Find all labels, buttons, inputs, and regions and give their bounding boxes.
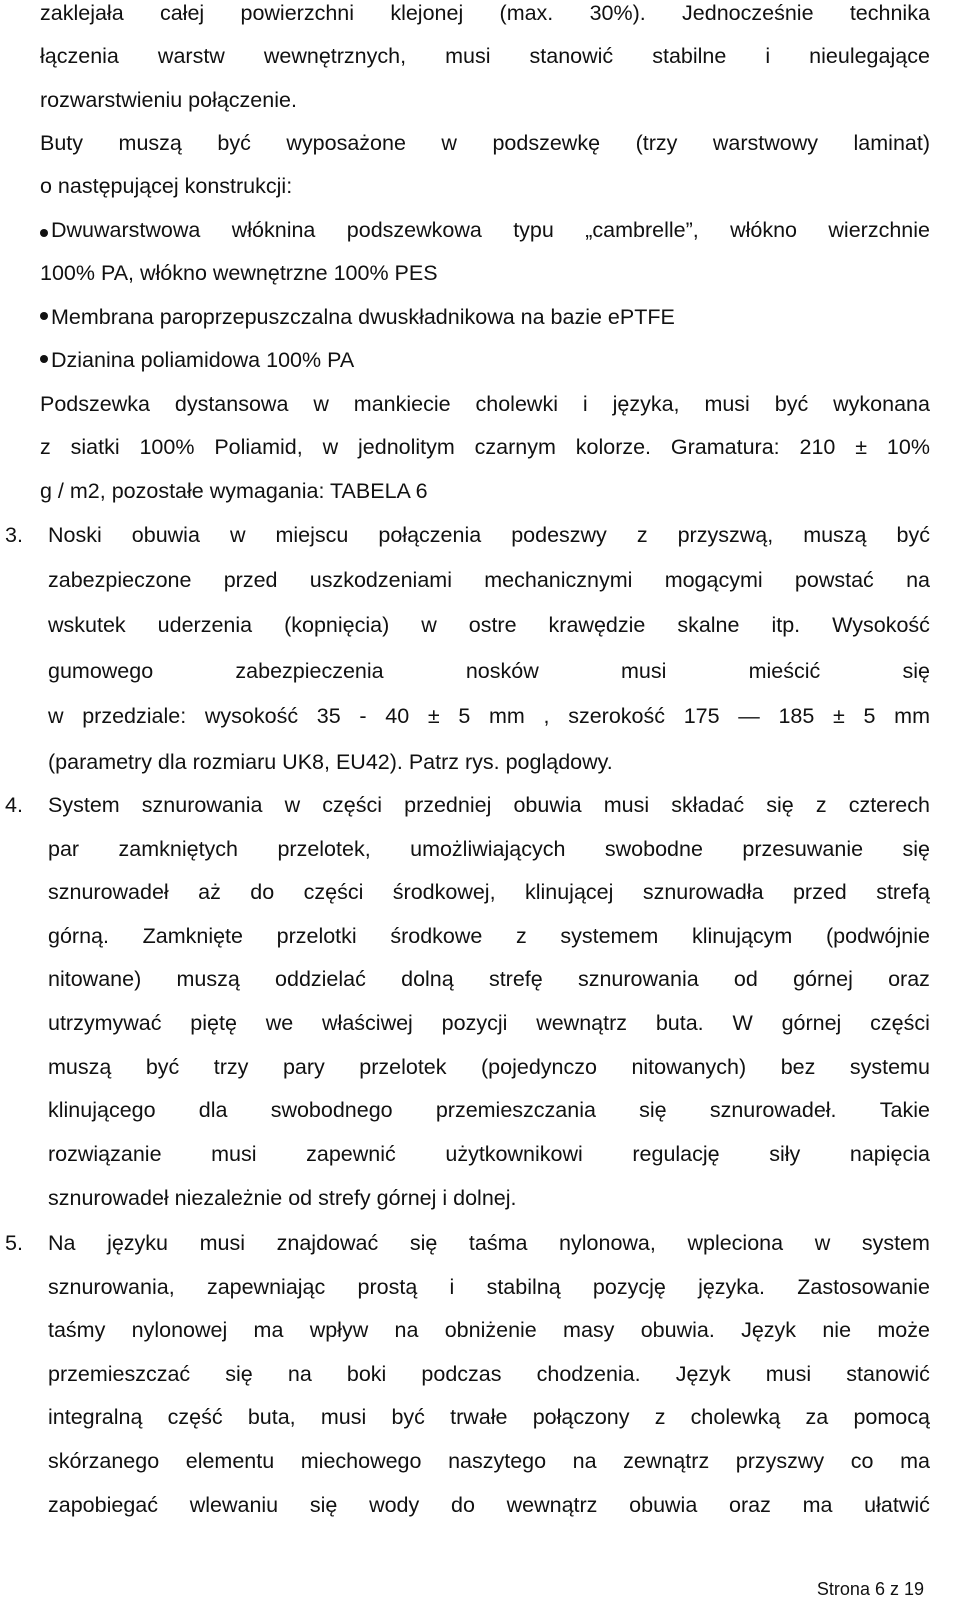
- word: z: [40, 435, 51, 459]
- word: 175: [683, 703, 720, 728]
- bullet-icon: [40, 355, 48, 363]
- text-line: [48, 1054, 930, 1079]
- word: być: [391, 1405, 425, 1430]
- word: 40: [385, 703, 410, 728]
- item-4-last-line: sznurowadeł niezależnie od strefy górnej i dolnej.: [48, 1186, 517, 1210]
- word: przemieszczać: [48, 1361, 191, 1386]
- word: dolną: [401, 967, 454, 992]
- word: sznurowania: [141, 793, 263, 817]
- text-line: [48, 1407, 930, 1429]
- word: systemu: [849, 1054, 930, 1079]
- word: w: [313, 392, 329, 416]
- word: co: [850, 1449, 874, 1473]
- word: wpływ: [309, 1318, 369, 1343]
- word: ma: [253, 1318, 284, 1343]
- word: przedziale:: [82, 703, 187, 728]
- word: Język: [741, 1318, 797, 1343]
- word: swobodne: [604, 836, 703, 861]
- word: z: [654, 1405, 666, 1430]
- word: języka,: [612, 392, 680, 416]
- word: wysokość: [204, 703, 299, 728]
- word: czterech: [848, 793, 930, 817]
- word: połączenia: [378, 523, 482, 547]
- word: włóknina: [231, 218, 316, 242]
- text-line: [48, 1141, 930, 1166]
- word: być: [145, 1054, 180, 1079]
- text-line: [48, 795, 930, 817]
- word: nosków: [465, 658, 539, 683]
- word: sznurowadeł: [48, 880, 169, 905]
- word: ułatwić: [864, 1492, 930, 1517]
- text-line: [48, 1100, 930, 1122]
- word: 35: [316, 703, 341, 728]
- word: swobodnego: [270, 1098, 393, 1123]
- word: być: [896, 523, 930, 547]
- word: wody: [369, 1492, 420, 1517]
- word: ma: [802, 1492, 833, 1517]
- item-4-number: 4.: [5, 793, 23, 817]
- word: musi: [704, 392, 750, 416]
- word: podczas: [421, 1361, 502, 1386]
- word: oraz: [729, 1492, 771, 1517]
- word: górną.: [48, 923, 109, 948]
- word: Dwuwarstwowa: [51, 218, 201, 242]
- word: oraz: [888, 967, 930, 992]
- word: technika: [849, 1, 930, 25]
- word: się: [766, 793, 794, 817]
- word: stanowić: [846, 1361, 930, 1386]
- word: pozycji: [441, 1011, 508, 1035]
- text-line: [48, 525, 930, 547]
- word: Takie: [879, 1098, 930, 1123]
- word: z: [636, 523, 648, 547]
- word: warstw: [157, 44, 225, 68]
- text-line: [48, 836, 930, 861]
- word: itp.: [771, 613, 801, 638]
- word: ma: [900, 1449, 930, 1473]
- word: systemem: [560, 923, 659, 948]
- word: szerokość: [568, 703, 665, 728]
- word: musi: [445, 44, 491, 68]
- word: nitowane): [48, 967, 142, 992]
- word: podeszwy: [511, 523, 607, 547]
- word: mm: [894, 703, 930, 728]
- intro-line-5: o następującej konstrukcji:: [40, 174, 293, 198]
- word: Noski: [48, 523, 102, 547]
- word: stabilne: [652, 44, 727, 68]
- bullet-item-3: [40, 350, 354, 372]
- word: mankiecie: [353, 392, 451, 416]
- word: Buty: [40, 131, 84, 155]
- bullet-icon: [40, 229, 48, 237]
- word: na: [572, 1449, 597, 1473]
- word: nylonowej: [131, 1318, 228, 1343]
- word: w: [229, 523, 246, 547]
- word: System: [48, 793, 120, 817]
- word: właściwej: [322, 1011, 413, 1035]
- word: sznurowania: [577, 967, 699, 992]
- word: cholewki: [475, 392, 558, 416]
- word: wykonana: [833, 392, 930, 416]
- word: (podwójnie: [826, 923, 930, 948]
- word: naszytego: [448, 1449, 547, 1473]
- word: nitowanych): [631, 1054, 747, 1079]
- word: taśma: [468, 1231, 528, 1255]
- page-number: Strona 6 z 19: [816, 1579, 924, 1599]
- word: umożliwiających: [410, 836, 566, 861]
- bullet-item-2: [40, 307, 675, 329]
- word: się: [409, 1231, 438, 1255]
- word: musi: [603, 793, 650, 817]
- word: wewnątrz: [506, 1492, 598, 1517]
- word: składać: [671, 793, 745, 817]
- word: część: [167, 1405, 223, 1430]
- word: musi: [199, 1231, 246, 1255]
- word: 100%: [139, 435, 195, 459]
- word: być: [774, 392, 809, 416]
- word: chodzenia.: [536, 1361, 641, 1386]
- word: 30%).: [589, 1, 646, 25]
- word: oddzielać: [275, 967, 366, 992]
- word: musi: [211, 1141, 257, 1166]
- text-line: [48, 1013, 930, 1035]
- word: na: [287, 1361, 312, 1386]
- word: się: [902, 658, 930, 683]
- word: przed: [223, 568, 278, 593]
- text-line: [48, 882, 930, 904]
- word: sznurowadła: [642, 880, 764, 905]
- word: w: [421, 613, 437, 638]
- word: na: [906, 568, 930, 593]
- word: par: [48, 836, 80, 861]
- word: system: [861, 1231, 930, 1255]
- word: w: [48, 703, 64, 728]
- word: Wysokość: [832, 613, 930, 638]
- word: powierzchni: [240, 1, 355, 25]
- word: pary: [282, 1054, 325, 1079]
- word: muszą: [176, 967, 240, 992]
- word: połączony: [532, 1405, 630, 1430]
- word: muszą: [48, 1054, 112, 1079]
- bullet-icon: [40, 312, 48, 320]
- lining-line-1: [40, 394, 930, 416]
- word: łączenia: [40, 44, 119, 68]
- word: zapobiegać: [48, 1492, 158, 1517]
- word: buta.: [655, 1011, 704, 1035]
- word: przemieszczania: [435, 1098, 596, 1123]
- word: w: [322, 435, 339, 459]
- word: zewnątrz: [623, 1449, 710, 1473]
- word: strefą: [876, 880, 930, 905]
- word: mogącymi: [664, 568, 763, 593]
- word: sznurowadeł.: [709, 1098, 837, 1123]
- word: -: [359, 703, 367, 728]
- word: dla: [198, 1098, 228, 1123]
- intro-line-3: rozwarstwieniu połączenie.: [40, 88, 297, 112]
- word: może: [877, 1318, 930, 1343]
- word: w: [814, 1231, 831, 1255]
- word: w: [441, 131, 457, 155]
- word: jednolitym: [358, 435, 455, 459]
- word: przedniej: [404, 793, 492, 817]
- word: za: [805, 1405, 829, 1430]
- word: napięcia: [849, 1141, 930, 1166]
- text-line: [48, 969, 930, 991]
- bullet-item-2-text: Membrana paroprzepuszczalna dwuskładnikowa na bazie ePTFE: [51, 305, 675, 329]
- word: na: [394, 1318, 419, 1343]
- word: całej: [159, 1, 205, 25]
- word: —: [738, 703, 760, 728]
- text-line: [48, 1361, 930, 1386]
- word: trwałe: [450, 1405, 508, 1430]
- word: przyszwą,: [677, 523, 774, 547]
- word: czarnym: [474, 435, 556, 459]
- word: regulację: [632, 1141, 720, 1166]
- word: klinującego: [48, 1098, 156, 1123]
- word: Zastosowanie: [797, 1274, 930, 1299]
- word: się: [309, 1492, 338, 1517]
- word: kolorze.: [575, 435, 652, 459]
- word: dystansowa: [174, 392, 289, 416]
- word: elementu: [185, 1449, 275, 1473]
- word: znajdować: [276, 1231, 379, 1255]
- word: musi: [765, 1361, 812, 1386]
- word: muszą: [118, 131, 182, 155]
- word: i: [582, 392, 588, 416]
- word: zapewnić: [306, 1141, 396, 1166]
- intro-line-1: [40, 3, 930, 25]
- item-5-number: 5.: [5, 1231, 23, 1255]
- word: górnej: [793, 967, 853, 992]
- word: Na: [48, 1231, 76, 1255]
- word: prostą: [357, 1274, 418, 1299]
- word: (pojedynczo: [481, 1054, 597, 1079]
- word: i: [449, 1274, 455, 1299]
- word: części: [870, 1011, 930, 1035]
- word: nieulegające: [809, 44, 930, 68]
- word: przelotek,: [277, 836, 371, 861]
- word: wyposażone: [286, 131, 406, 155]
- word: nie: [822, 1318, 852, 1343]
- word: taśmy: [48, 1318, 106, 1343]
- word: mm: [489, 703, 525, 728]
- word: buta,: [247, 1405, 296, 1430]
- word: laminat): [853, 131, 930, 155]
- word: Język: [675, 1361, 731, 1386]
- word: Gramatura:: [670, 435, 780, 459]
- text-line: [48, 570, 930, 592]
- word: wewnątrz: [536, 1011, 627, 1035]
- intro-line-4: [40, 133, 930, 155]
- word: ±: [427, 703, 440, 728]
- word: części: [322, 793, 382, 817]
- word: języka.: [698, 1274, 765, 1299]
- word: ±: [855, 435, 868, 459]
- word: siatki: [70, 435, 120, 459]
- word: klinującym: [691, 923, 793, 948]
- word: Zamknięte: [142, 923, 243, 948]
- word: obniżenie: [444, 1318, 537, 1343]
- word: z: [815, 793, 827, 817]
- word: krawędzie: [548, 613, 646, 638]
- word: piętę: [190, 1011, 237, 1035]
- text-line: [48, 923, 930, 948]
- word: się: [639, 1098, 667, 1123]
- text-line: [48, 1274, 930, 1299]
- word: (max.: [499, 1, 554, 25]
- word: ,: [543, 703, 550, 728]
- text-line: [48, 1492, 930, 1517]
- word: Jednocześnie: [682, 1, 814, 25]
- word: do: [450, 1492, 475, 1517]
- word: typu: [513, 218, 554, 242]
- word: siły: [769, 1141, 801, 1166]
- word: się: [225, 1361, 253, 1386]
- word: 10%: [886, 435, 930, 459]
- word: zabezpieczone: [48, 568, 192, 593]
- word: klinującej: [524, 880, 614, 905]
- word: wlewaniu: [189, 1492, 279, 1517]
- text-line: [48, 1451, 930, 1473]
- word: 185: [778, 703, 815, 728]
- word: integralną: [48, 1405, 143, 1430]
- word: obuwia.: [640, 1318, 715, 1343]
- word: ostre: [468, 613, 517, 638]
- word: się: [902, 836, 930, 861]
- word: (kopnięcia): [284, 613, 390, 638]
- word: pomocą: [853, 1405, 930, 1430]
- word: cholewką: [690, 1405, 781, 1430]
- word: 210: [799, 435, 836, 459]
- text-line: [48, 615, 930, 637]
- word: zaklejała: [40, 1, 124, 25]
- lining-line-3: g / m2, pozostałe wymagania: TABELA 6: [40, 479, 428, 503]
- word: (trzy: [635, 131, 678, 155]
- word: obuwia: [629, 1492, 698, 1517]
- lining-line-2: [40, 437, 930, 459]
- word: pozycję: [592, 1274, 666, 1299]
- text-line: [48, 1233, 930, 1255]
- word: uderzenia: [157, 613, 253, 638]
- text-line: [48, 658, 930, 683]
- word: warstwowy: [712, 131, 819, 155]
- word: części: [303, 880, 364, 905]
- word: od: [733, 967, 758, 992]
- word: nylonowa,: [559, 1231, 656, 1255]
- word: języku: [107, 1231, 169, 1255]
- word: we: [265, 1011, 294, 1035]
- word: ±: [833, 703, 845, 728]
- word: wpleciona: [687, 1231, 784, 1255]
- intro-line-2: [40, 46, 930, 68]
- word: bez: [780, 1054, 816, 1079]
- word: zabezpieczenia: [235, 658, 384, 683]
- word: skórzanego: [48, 1449, 160, 1473]
- word: stanowić: [529, 44, 614, 68]
- word: masy: [563, 1318, 615, 1343]
- word: z: [515, 923, 527, 948]
- word: przelotki: [276, 923, 357, 948]
- word: podszewkowa: [346, 218, 482, 242]
- word: być: [217, 131, 251, 155]
- word: aż: [198, 880, 221, 905]
- word: wewnętrznych,: [263, 44, 407, 68]
- word: do: [250, 880, 275, 905]
- word: trzy: [213, 1054, 249, 1079]
- word: obuwia: [513, 793, 582, 817]
- word: zapewniając: [206, 1274, 326, 1299]
- text-line: [48, 1320, 930, 1342]
- word: obuwia: [131, 523, 200, 547]
- word: przelotek: [359, 1054, 447, 1079]
- word: użytkownikowi: [445, 1141, 583, 1166]
- word: W: [732, 1011, 753, 1035]
- word: miejscu: [275, 523, 349, 547]
- word: miechowego: [300, 1449, 422, 1473]
- word: skalne: [677, 613, 740, 638]
- word: w: [284, 793, 301, 817]
- word: stabilną: [486, 1274, 561, 1299]
- word: musi: [620, 658, 667, 683]
- word: „cambrelle”,: [585, 218, 699, 242]
- bullet-item-1-line-1: [51, 220, 930, 242]
- bullet-item-1-wrap: [40, 220, 930, 242]
- word: powstać: [794, 568, 874, 593]
- bullet-item-1-line-2: 100% PA, włókno wewnętrzne 100% PES: [40, 261, 438, 285]
- word: klejonej: [390, 1, 464, 25]
- word: utrzymywać: [48, 1011, 162, 1035]
- word: 5: [458, 703, 471, 728]
- word: mechanicznymi: [484, 568, 633, 593]
- word: podszewkę: [492, 131, 601, 155]
- word: sznurowania,: [48, 1274, 175, 1299]
- word: przesuwanie: [742, 836, 864, 861]
- word: uszkodzeniami: [309, 568, 452, 593]
- word: wierzchnie: [828, 218, 930, 242]
- word: strefę: [488, 967, 543, 992]
- word: muszą: [803, 523, 867, 547]
- word: zamkniętych: [118, 836, 239, 861]
- word: górnej: [781, 1011, 842, 1035]
- word: przyszwy: [735, 1449, 825, 1473]
- word: i: [765, 44, 771, 68]
- word: boki: [346, 1361, 387, 1386]
- word: włókno: [730, 218, 798, 242]
- word: musi: [320, 1405, 367, 1430]
- word: środkowe: [390, 923, 483, 948]
- text-line: [48, 703, 930, 728]
- word: przed: [792, 880, 847, 905]
- word: wskutek: [48, 613, 126, 638]
- word: Podszewka: [40, 392, 150, 416]
- word: gumowego: [48, 658, 154, 683]
- item-3-number: 3.: [5, 523, 23, 547]
- word: mieścić: [748, 658, 821, 683]
- bullet-item-3-text: Dzianina poliamidowa 100% PA: [51, 348, 355, 372]
- word: rozwiązanie: [48, 1141, 162, 1166]
- word: 5: [863, 703, 876, 728]
- item-3-last-line: (parametry dla rozmiaru UK8, EU42). Patrz rys. poglądowy.: [48, 750, 613, 774]
- word: Poliamid,: [214, 435, 303, 459]
- word: środkowej,: [392, 880, 496, 905]
